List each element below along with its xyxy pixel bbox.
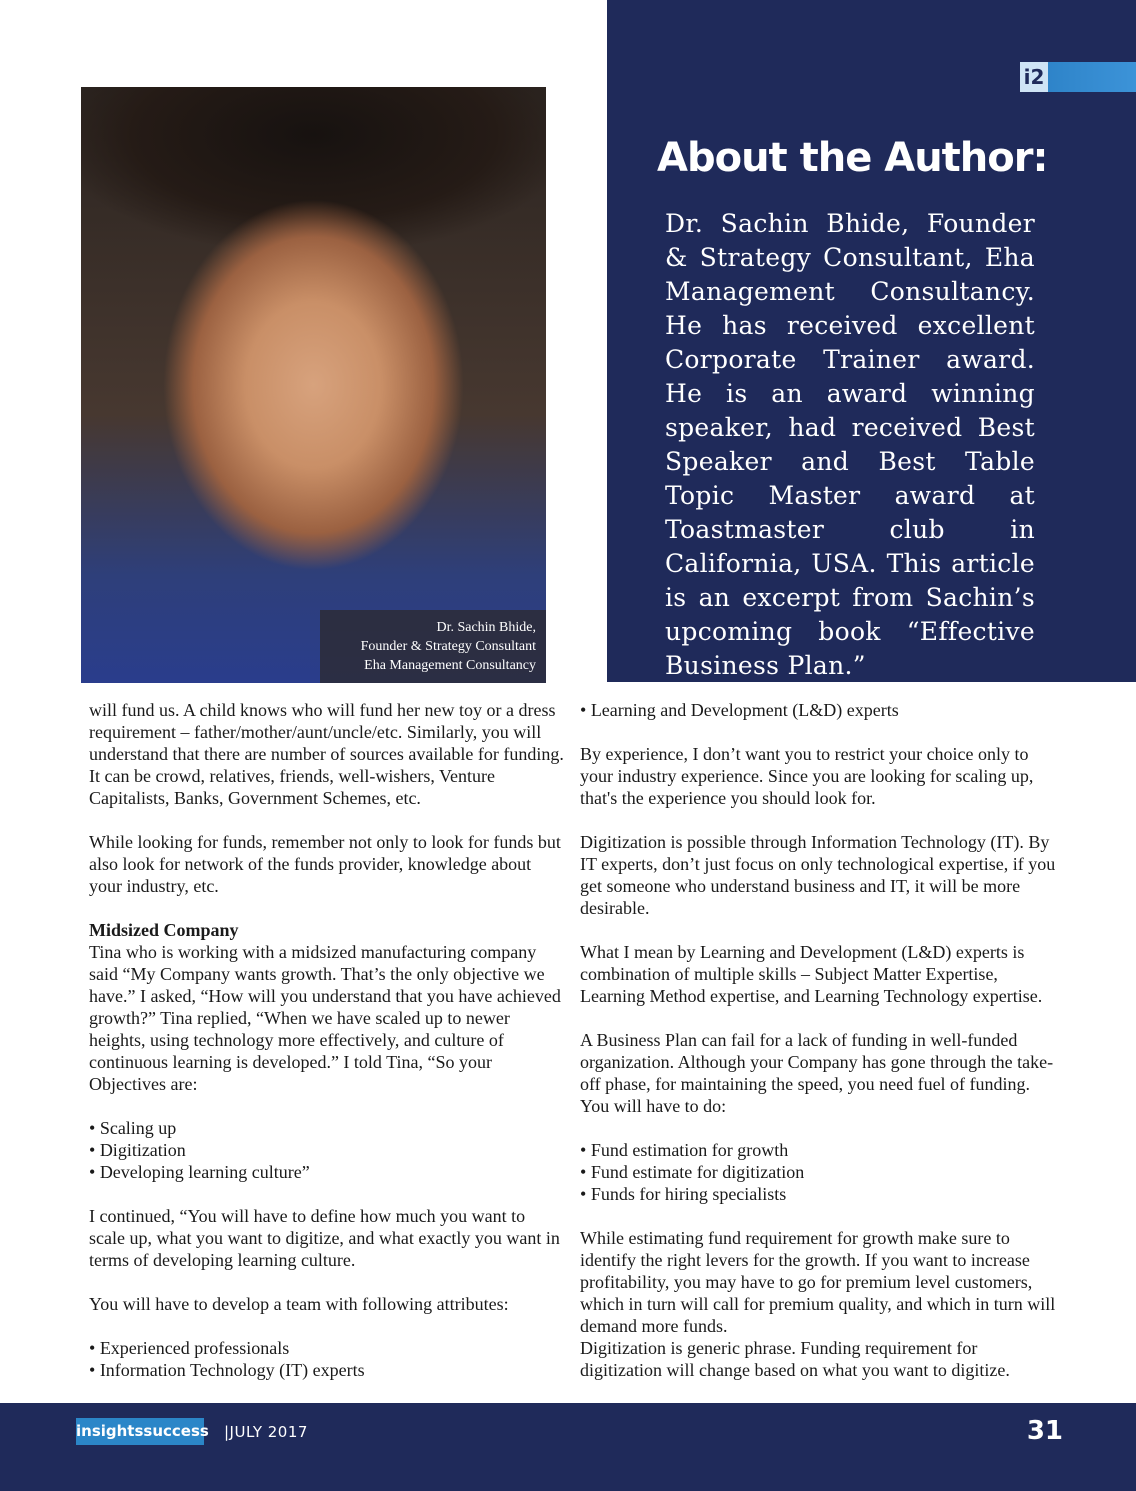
caption-company: Eha Management Consultancy [364,658,536,673]
paragraph: I continued, “You will have to define how much you want to scale up, what you want to digitize, and what exactly you want in terms of developing learning culture. [89,1206,560,1270]
paragraph: Tina who is working with a midsized manufacturing company said “My Company wants growth. That’s the only objective we have.” I asked, “How will you understand that you have achieved growth?” Tina replied, “When we have scaled up to newer heights, using technology more effectively, and culture of continuous learning is developed.” I told Tina, “So your Objectives are: [89,942,561,1094]
objectives-list [89,1117,564,1183]
list-item: • Developing learning culture” [89,1161,564,1183]
paragraph: What I mean by Learning and Development (L&D) experts is combination of multiple skills – Subject Matter Expertise, Learning Method expertise, and Learning Technology expertise. [580,942,1043,1006]
list-item: • Digitization [89,1139,564,1161]
page-number: 31 [1026,1416,1063,1446]
list-item: • Funds for hiring specialists [580,1183,1060,1205]
paragraph: A Business Plan can fail for a lack of funding in well-funded organization. Although your Company has gone through the take-off phase, for maintaining the speed, you need fuel of funding. You will have to do: [580,1030,1054,1116]
i2-badge [1020,62,1136,92]
section-heading: Midsized Company [89,920,239,940]
author-bio: Dr. Sachin Bhide, Founder & Strategy Consultant, Eha Management Consultancy. He has received excellent Corporate Trainer award. He is an award winning speaker, had received Best Speaker and Best Table Topic Master award at Toastmaster club in California, USA. This article is an excerpt from Sachin’s upcoming book “Effective Business Plan.” [665,209,1035,680]
list-item: • Information Technology (IT) experts [89,1359,564,1381]
insights-success-logo: insightssuccess [76,1418,204,1445]
issue-date: |JULY 2017 [224,1423,308,1441]
list-item: • Learning and Development (L&D) experts [580,699,1060,721]
caption-name: Dr. Sachin Bhide, [436,620,536,635]
paragraph: While looking for funds, remember not only to look for funds but also look for network of the funds provider, knowledge about your industry, etc. [89,832,561,896]
paragraph: By experience, I don’t want you to restrict your choice only to your industry experience. Since you are looking for scaling up, that's the experience you should look for. [580,744,1034,808]
i2-logo-icon: i2 [1020,62,1048,92]
attributes-list [89,1337,564,1381]
list-item: • Experienced professionals [89,1337,564,1359]
article-right-column [580,699,1060,1381]
funding-list [580,1139,1060,1205]
attributes-list-continued [580,699,1060,721]
author-heading: About the Author: [657,135,1048,181]
photo-caption [320,610,546,683]
about-author-panel [607,0,1136,682]
paragraph: Digitization is generic phrase. Funding requirement for digitization will change based on what you want to digitize. [580,1338,1010,1380]
page-footer [0,1403,1136,1491]
paragraph: You will have to develop a team with following attributes: [89,1294,509,1314]
article-left-column [89,699,564,1381]
caption-title: Founder & Strategy Consultant [360,639,536,654]
author-photo [81,87,546,683]
list-item: • Fund estimation for growth [580,1139,1060,1161]
list-item: • Fund estimate for digitization [580,1161,1060,1183]
paragraph: While estimating fund requirement for growth make sure to identify the right levers for the growth. If you want to increase profitability, you may have to go for premium level customers, which in turn will call for premium quality, and which in turn will demand more funds. [580,1228,1056,1336]
list-item: • Scaling up [89,1117,564,1139]
paragraph: Digitization is possible through Information Technology (IT). By IT experts, don’t just focus on only technological expertise, if you get someone who understand business and IT, it will be more desirable. [580,832,1056,918]
paragraph: will fund us. A child knows who will fund her new toy or a dress requirement – father/mother/aunt/uncle/etc. Similarly, you will understand that there are number of sources available for funding. It can be crowd, relatives, friends, well-wishers, Venture Capitalists, Banks, Government Schemes, etc. [89,700,564,808]
